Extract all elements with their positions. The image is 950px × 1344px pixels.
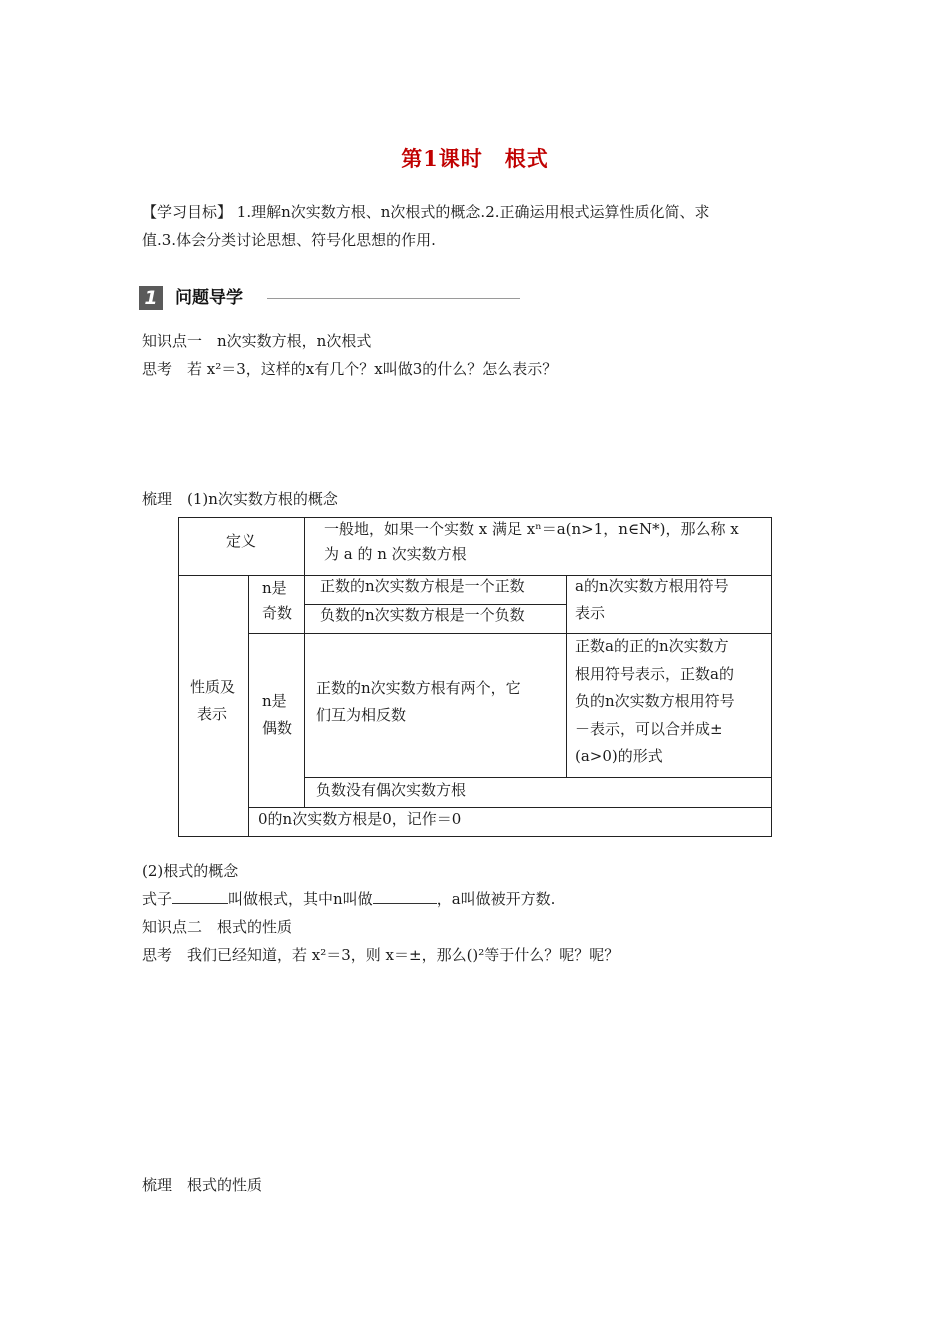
learning-goals [142,198,814,254]
def-text-2: 为 a 的 n 次实数方根 [324,545,467,563]
page-title: 第1课时 根式 [401,146,549,171]
k1-heading: 知识点一 n次实数方根，n次根式 [142,332,372,350]
section-title: 问题导学 [175,288,243,308]
prop-label-1: 性质及 [190,678,236,696]
even-label-1: n是 [262,692,287,710]
blank-expression [172,889,228,904]
odd-label-2: 奇数 [262,604,293,622]
prop-label-2: 表示 [197,705,228,723]
goals-line-2: 值.3.体会分类讨论思想、符号化思想的作用. [142,231,436,249]
even-label-2: 偶数 [262,719,293,737]
nth-root-table [178,517,772,837]
even-note-3: 负的n次实数方根用符号 [575,692,735,710]
odd-negative: 负数的n次实数方根是一个负数 [320,606,525,624]
k1-think: 思考 若 x²＝3，这样的x有几个？x叫做3的什么？怎么表示？ [142,360,558,378]
even-positive-1: 正数的n次实数方根有两个，它 [316,679,521,697]
shuli-2: 梳理 根式的性质 [142,1176,263,1194]
section-number-badge: 1 [139,286,163,310]
shuli-1: 梳理 (1)n次实数方根的概念 [142,490,338,508]
radical-line-c: ，a叫做被开方数. [436,890,556,908]
goals-line-1: 1.理解n次实数方根、n次根式的概念.2.正确运用根式运算性质化简、求 [236,203,710,221]
odd-note-1: a的n次实数方根用符号 [575,577,729,595]
k2-think: 思考 我们已经知道，若 x²＝3，则 x＝±，那么()²等于什么？呢？呢？ [142,946,620,964]
odd-positive: 正数的n次实数方根是一个正数 [320,577,525,595]
odd-label-1: n是 [262,579,287,597]
radical-definition [142,885,555,913]
even-positive-2: 们互为相反数 [316,706,407,724]
odd-note-2: 表示 [575,604,606,622]
section-divider [267,298,520,299]
zero-row: 0的n次实数方根是0，记作＝0 [258,810,462,828]
blank-index [373,889,437,904]
even-note-5: (a>0)的形式 [575,747,663,765]
even-negative: 负数没有偶次实数方根 [316,781,467,799]
even-note-2: 根用符号表示，正数a的 [575,665,734,683]
radical-line-a: 式子 [142,890,173,908]
even-note-4: －表示，可以合并成± [575,720,723,738]
def-text-1: 一般地，如果一个实数 x 满足 xⁿ＝a(n>1，n∈N*)，那么称 x [324,520,739,538]
even-note-1: 正数a的正的n次实数方 [575,637,729,655]
radical-line-b: 叫做根式，其中n叫做 [228,890,373,908]
def-label: 定义 [226,532,257,550]
radical-heading: (2)根式的概念 [142,862,239,880]
k2-heading: 知识点二 根式的性质 [142,918,293,936]
goals-label: 【学习目标】 [142,203,233,221]
